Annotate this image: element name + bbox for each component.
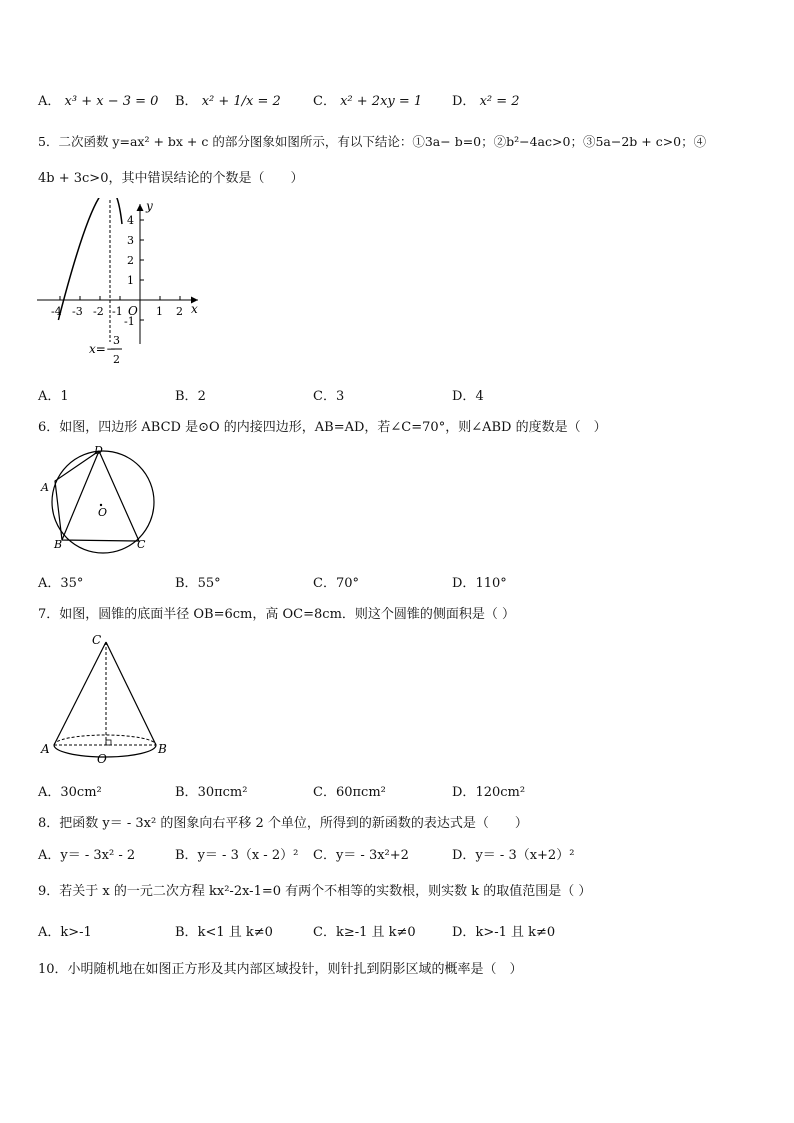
axis-note-denominator: 2 <box>113 353 120 366</box>
y-tick-2: 2 <box>127 254 134 267</box>
axis-note: x=− <box>89 342 116 356</box>
y-tick-4: 4 <box>127 214 134 227</box>
x-axis-label: x <box>191 302 198 316</box>
x-tick-2: 2 <box>176 305 183 318</box>
q7-option-d: D．120cm² <box>452 785 526 800</box>
origin-label: O <box>128 304 138 318</box>
q6-option-d: D．110° <box>452 576 507 591</box>
q9-option-a: A．k>-1 <box>38 925 92 940</box>
q6-option-b: B．55° <box>175 576 221 591</box>
label-b: B <box>54 538 63 551</box>
q7-stem: 7．如图，圆锥的底面半径 OB=6cm，高 OC=8cm．则这个圆锥的侧面积是（ ） <box>38 607 516 622</box>
y-tick-neg1: -1 <box>124 315 135 328</box>
x-tick-neg1: -1 <box>112 305 123 318</box>
q8-option-d: D．y＝ - 3（x+2）² <box>452 848 575 863</box>
q6-circle-figure <box>38 442 160 554</box>
diagonal-bd <box>62 451 99 540</box>
cone-side-left <box>54 642 106 745</box>
q4-option-a: A． x³ + x − 3 = 0 <box>38 94 159 109</box>
q9-option-b: B．k<1 且 k≠0 <box>175 925 273 940</box>
q4-option-d: D． x² = 2 <box>452 94 520 109</box>
q4-option-b-expr: x² + 1/x = 2 <box>201 94 281 109</box>
x-tick-neg2: -2 <box>93 305 104 318</box>
q5-option-c: C．3 <box>313 389 345 404</box>
label-o: O <box>97 752 107 766</box>
q8-option-a: A．y＝ - 3x² - 2 <box>38 848 136 863</box>
label-a: A <box>41 742 50 756</box>
right-angle-mark <box>106 740 111 745</box>
q7-cone-figure <box>38 630 172 770</box>
cone-side-right <box>106 642 156 745</box>
q4-option-b: B． x² + 1/x = 2 <box>175 94 281 109</box>
y-tick-1: 1 <box>127 274 134 287</box>
q5-option-b: B．2 <box>175 389 206 404</box>
base-back-arc <box>54 735 156 745</box>
q10-stem: 10．小明随机地在如图正方形及其内部区域投针，则针扎到阴影区域的概率是（ ） <box>38 962 523 977</box>
q6-option-a: A．35° <box>38 576 84 591</box>
y-axis-label: y <box>146 199 153 213</box>
q8-option-c: C．y＝ - 3x²+2 <box>313 848 409 863</box>
q5-stem-line2: 4b + 3c>0，其中错误结论的个数是（ ） <box>38 171 304 186</box>
q5-option-d: D．4 <box>452 389 484 404</box>
x-tick-neg4: -4 <box>51 305 62 318</box>
q8-stem: 8．把函数 y＝ - 3x² 的图象向右平移 2 个单位，所得到的新函数的表达式是（ ） <box>38 816 528 831</box>
q4-option-a-expr: x³ + x − 3 = 0 <box>64 94 159 109</box>
q6-stem: 6．如图，四边形 ABCD 是⊙O 的内接四边形，AB=AD，若∠C=70°，则∠ABD 的度数是（ ） <box>38 420 607 435</box>
q6-option-c: C．70° <box>313 576 359 591</box>
q7-option-a: A．30cm² <box>38 785 102 800</box>
label-d: D <box>94 444 103 457</box>
q7-option-c: C．60πcm² <box>313 785 386 800</box>
q9-option-c: C．k≥-1 且 k≠0 <box>313 925 416 940</box>
q9-stem: 9．若关于 x 的一元二次方程 kx²-2x-1=0 有两个不相等的实数根，则实数 k 的取值范围是（ ） <box>38 884 592 899</box>
q8-option-b: B．y＝ - 3（x - 2）² <box>175 848 299 863</box>
x-tick-1: 1 <box>156 305 163 318</box>
q5-stem-line1: 5．二次函数 y=ax² + bx + c 的部分图象如图所示，有以下结论：①3a− b=0；②b²−4ac>0；③5a−2b + c>0；④ <box>38 134 707 149</box>
label-o: O <box>98 506 108 519</box>
q9-option-d: D．k>-1 且 k≠0 <box>452 925 556 940</box>
x-tick-neg3: -3 <box>72 305 83 318</box>
q5-option-a: A．1 <box>38 389 69 404</box>
label-b: B <box>158 742 167 756</box>
label-c: C <box>92 633 102 647</box>
q5-parabola-graph <box>34 198 209 370</box>
q4-option-c: C． x² + 2xy = 1 <box>313 94 423 109</box>
label-c: C <box>137 538 146 551</box>
parabola-curve <box>58 198 122 320</box>
y-tick-3: 3 <box>127 234 134 247</box>
y-axis-arrow <box>137 204 144 211</box>
axis-note-numerator: 3 <box>113 334 120 347</box>
q4-option-c-expr: x² + 2xy = 1 <box>340 94 423 109</box>
q4-option-d-expr: x² = 2 <box>479 94 520 109</box>
label-a: A <box>41 481 49 494</box>
q7-option-b: B．30πcm² <box>175 785 248 800</box>
